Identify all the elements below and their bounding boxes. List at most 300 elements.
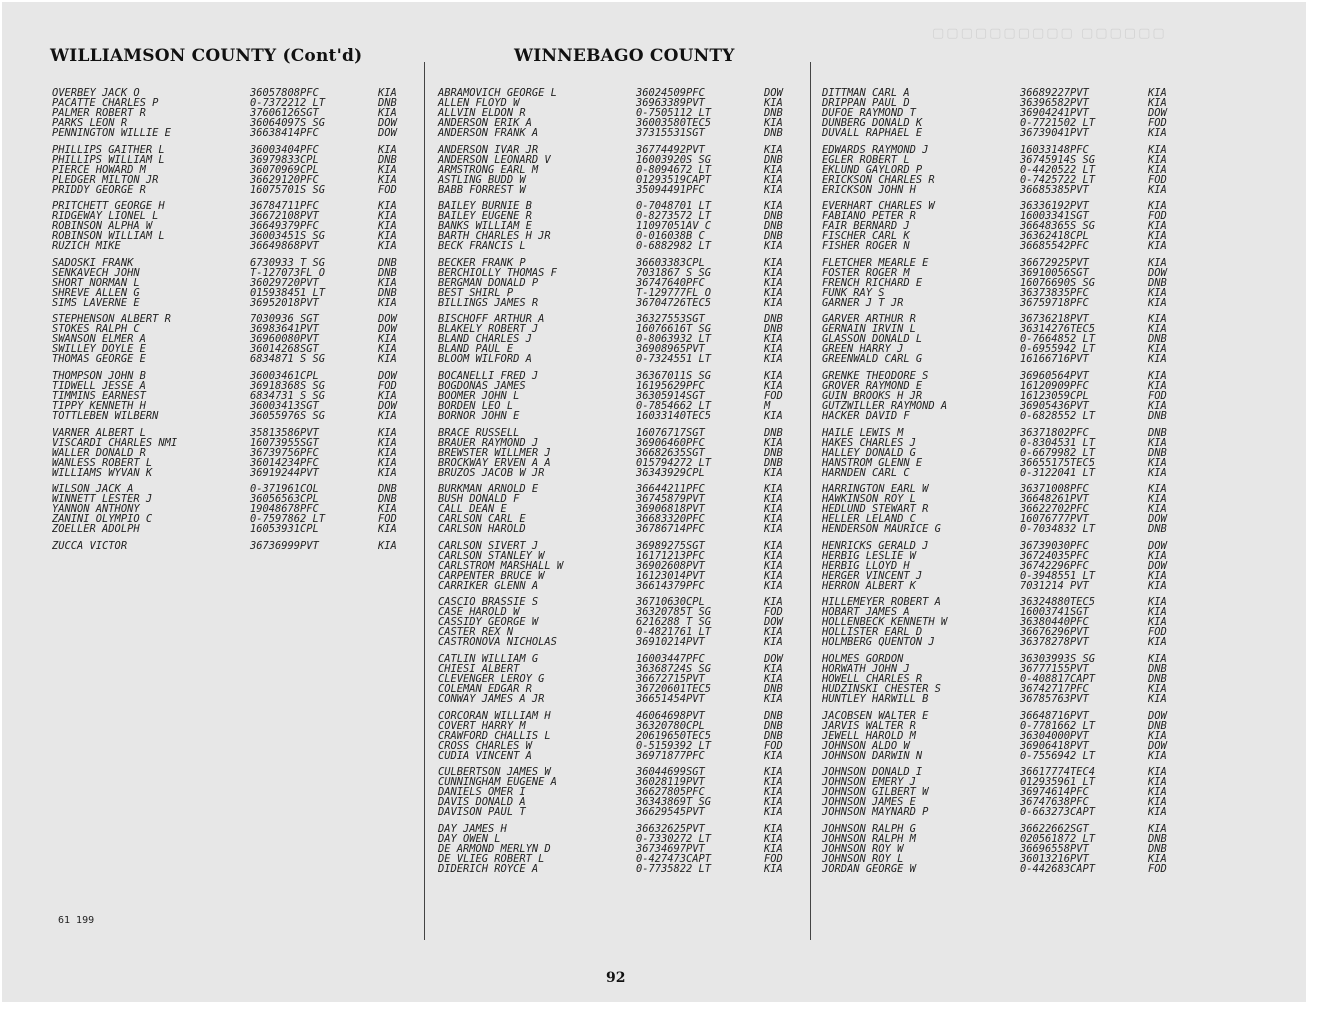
entry-status: KIA — [764, 636, 783, 649]
entry-rank: T SG — [686, 606, 712, 619]
entry-name: DE VLIEG ROBERT L — [438, 852, 545, 865]
entry-status: DNB — [764, 682, 783, 695]
entry-status: KIA — [1148, 579, 1167, 592]
entry-serial-number: 36777155 — [1020, 662, 1071, 675]
entry-name: SHREVE ALLEN G — [52, 286, 140, 299]
entry-serial-number: 0-312204 — [1020, 466, 1071, 479]
entry-status: DOW — [378, 117, 397, 129]
entry-rank: PVT — [1070, 852, 1089, 865]
entry-status: KIA — [1148, 379, 1167, 392]
entry-rank: FL O — [300, 266, 326, 279]
entry-serial-number: 0-742572 — [1020, 173, 1071, 186]
casualty-entry — [438, 468, 798, 478]
entry-name: BERCHIOLLY THOMAS F — [438, 266, 557, 279]
entry-rank: TEC5 — [686, 682, 712, 695]
entry-name: ERICKSON CHARLES R — [822, 173, 935, 186]
entry-status: KIA — [764, 796, 783, 809]
entry-status: DNB — [378, 153, 397, 166]
entry-name: CHIESI ALBERT — [438, 662, 520, 675]
entry-rank: PFC — [686, 183, 705, 196]
entry-status: KIA — [1148, 729, 1167, 742]
entry-rank: PVT — [300, 426, 319, 439]
entry-serial-number: 36368724 — [636, 662, 687, 675]
entry-name: ARMSTRONG EARL M — [438, 163, 539, 176]
casualty-entry — [822, 298, 1182, 308]
entry-serial-number: 36704726 — [636, 296, 687, 309]
entry-rank: B C — [686, 230, 705, 243]
entry-status: KIA — [378, 173, 397, 186]
entry-rank: PFC — [1070, 143, 1089, 156]
entry-name: WINNETT LESTER J — [52, 493, 153, 506]
entry-status: DNB — [1148, 832, 1167, 845]
entry-name: ROBINSON ALPHA W — [52, 220, 153, 233]
entry-name: GRENKE THEODORE S — [822, 369, 929, 382]
entry-name: CASTRONOVA NICHOLAS — [438, 636, 557, 649]
entry-serial-number: 36013216 — [1020, 852, 1071, 865]
casualty-entry — [52, 524, 412, 534]
entry-status: KIA — [378, 343, 397, 356]
entry-status: DNB — [764, 719, 783, 732]
entry-name: ZOELLER ADOLPH — [52, 523, 140, 536]
entry-status: KIA — [1148, 606, 1167, 619]
entry-name: PACATTE CHARLES P — [52, 97, 159, 109]
casualty-entry — [438, 637, 798, 647]
entry-status: KIA — [378, 389, 397, 402]
entry-rank: PFC — [686, 549, 705, 562]
entry-name: JOHNSON GILBERT W — [822, 786, 929, 799]
casualty-group — [438, 145, 798, 195]
entry-rank: PFC — [686, 652, 705, 665]
entry-serial-number: 36905436 — [1020, 399, 1071, 412]
entry-rank: 2 LT — [686, 399, 712, 412]
entry-serial-number: 36603383 — [636, 256, 687, 269]
entry-serial-number: 0-806393 — [636, 333, 687, 346]
entry-serial-number: 36906418 — [1020, 739, 1071, 752]
entry-rank: 1 LT — [1070, 776, 1096, 789]
entry-serial-number: 01293596 — [1020, 776, 1071, 789]
entry-name: ABRAMOVICH GEORGE L — [438, 87, 557, 99]
casualty-group — [52, 88, 412, 138]
entry-name: CARLSON STANLEY W — [438, 549, 545, 562]
entry-rank: CPL — [686, 596, 705, 609]
entry-status: DNB — [1148, 446, 1167, 459]
entry-serial-number: 0-766485 — [1020, 333, 1071, 346]
entry-status: DOW — [378, 369, 397, 382]
entry-rank: 2 LT — [1070, 173, 1096, 186]
entry-serial-number: 36044699 — [636, 766, 687, 779]
entry-status: KIA — [378, 107, 397, 119]
entry-status: DOW — [764, 616, 783, 629]
entry-rank: PVT — [686, 842, 705, 855]
entry-serial-number: 37315531 — [636, 127, 687, 139]
entry-rank: S SG — [1070, 153, 1096, 166]
casualty-group — [822, 428, 1182, 478]
entry-rank: T SG — [300, 256, 326, 269]
entry-status: KIA — [1148, 323, 1167, 336]
entry-status: KIA — [1148, 692, 1167, 705]
entry-status: KIA — [764, 436, 783, 449]
entry-serial-number: 16033140 — [636, 409, 687, 422]
entry-status: KIA — [764, 353, 783, 366]
entry-serial-number: 36904241 — [1020, 107, 1071, 119]
casualty-entry — [822, 411, 1182, 421]
entry-rank: PVT — [686, 776, 705, 789]
document-page — [2, 2, 1306, 1002]
entry-serial-number: 16076690 — [1020, 276, 1071, 289]
entry-name: DUFOE RAYMOND T — [822, 107, 916, 119]
entry-status: KIA — [1148, 313, 1167, 326]
entry-rank: PVT — [686, 503, 705, 516]
entry-status: DNB — [764, 729, 783, 742]
entry-name: BAILEY BURNIE B — [438, 200, 532, 213]
entry-status: FOD — [1148, 626, 1167, 639]
entry-serial-number: 0-442052 — [1020, 163, 1071, 176]
entry-rank: PFC — [686, 513, 705, 526]
entry-status: KIA — [764, 286, 783, 299]
entry-name: CUDIA VINCENT A — [438, 749, 532, 762]
entry-serial-number: 36003580 — [636, 117, 687, 129]
entry-status: KIA — [764, 409, 783, 422]
entry-status: KIA — [1148, 256, 1167, 269]
entry-name: ANDERSON IVAR JR — [438, 143, 539, 156]
entry-name: ANDERSON ERIK A — [438, 117, 532, 129]
entry-name: HALLEY DONALD G — [822, 446, 916, 459]
entry-rank: PFC — [1070, 379, 1089, 392]
entry-name: BRACE RUSSELL — [438, 426, 520, 439]
entry-status: KIA — [764, 163, 783, 176]
entry-serial-number: 36373835 — [1020, 286, 1071, 299]
entry-status: KIA — [1148, 399, 1167, 412]
entry-status: DOW — [378, 127, 397, 139]
entry-rank: PFC — [1070, 559, 1089, 572]
entry-rank: PVT — [300, 333, 319, 346]
entry-name: BLAND CHARLES J — [438, 333, 532, 346]
entry-status: KIA — [764, 579, 783, 592]
entry-name: WILSON JACK A — [52, 483, 134, 496]
entry-status: DOW — [1148, 513, 1167, 526]
casualty-entry — [438, 751, 798, 761]
entry-name: BISCHOFF ARTHUR A — [438, 313, 545, 326]
entry-status: KIA — [378, 523, 397, 536]
entry-status: KIA — [378, 466, 397, 479]
entry-name: JOHNSON ROY L — [822, 852, 904, 865]
entry-name: PALMER ROBERT R — [52, 107, 146, 119]
entry-name: YANNON ANTHONY — [52, 503, 140, 516]
entry-name: RUZICH MIKE — [52, 240, 121, 253]
entry-name: STEPHENSON ALBERT R — [52, 313, 171, 326]
entry-serial-number: 36682635 — [636, 446, 687, 459]
entry-rank: PVT — [300, 323, 319, 336]
entry-name: SHORT NORMAN L — [52, 276, 140, 289]
casualty-group — [52, 258, 412, 308]
entry-name: TIMMINS EARNEST — [52, 389, 146, 402]
entry-rank: S SG — [300, 230, 326, 243]
entry-status: KIA — [764, 766, 783, 779]
entry-name: JOHNSON ALDO W — [822, 739, 910, 752]
entry-name: PIERCE HOWARD M — [52, 163, 146, 176]
entry-name: FISCHER CARL K — [822, 230, 910, 243]
entry-serial-number: 16075701 — [250, 183, 301, 196]
entry-rank: PVT — [1070, 692, 1089, 705]
entry-serial-number: 0-515939 — [636, 739, 687, 752]
entry-rank: PVT — [1070, 200, 1089, 213]
entry-status: KIA — [1148, 652, 1167, 665]
entry-serial-number: 0-695594 — [1020, 343, 1071, 356]
entry-rank: PVT — [1070, 493, 1089, 506]
casualty-column-williamson — [52, 88, 412, 557]
entry-rank: PVT — [686, 692, 705, 705]
casualty-entry — [438, 128, 798, 138]
entry-rank: PVT — [1070, 626, 1089, 639]
entry-rank: S SG — [300, 353, 326, 366]
casualty-entry — [438, 694, 798, 704]
entry-status: KIA — [764, 503, 783, 516]
entry-serial-number: 36689227 — [1020, 87, 1071, 99]
entry-status: DOW — [1148, 266, 1167, 279]
entry-rank: PVT — [1070, 87, 1089, 99]
entry-name: WANLESS ROBERT L — [52, 456, 153, 469]
entry-rank: PVT — [1070, 513, 1089, 526]
entry-name: GARNER J T JR — [822, 296, 904, 309]
entry-serial-number: 36648716 — [1020, 709, 1071, 722]
entry-name: BECK FRANCIS L — [438, 240, 526, 253]
entry-name: TOTTLEBEN WILBERN — [52, 409, 159, 422]
entry-status: DOW — [764, 87, 783, 99]
entry-rank: PFC — [686, 786, 705, 799]
entry-name: HILLEMEYER ROBERT A — [822, 596, 941, 609]
entry-status: FOD — [1148, 173, 1167, 186]
entry-status: KIA — [378, 143, 397, 156]
entry-rank: PVT — [686, 822, 705, 835]
casualty-entry — [822, 637, 1182, 647]
entry-serial-number: 0-016038 — [636, 230, 687, 243]
entry-serial-number: 36736999 — [250, 539, 301, 552]
entry-serial-number: 0-830453 — [1020, 436, 1071, 449]
entry-serial-number: 36057808 — [250, 87, 301, 99]
entry-rank: S SG — [300, 183, 326, 196]
entry-status: M — [764, 399, 771, 412]
entry-serial-number: 36910056 — [1020, 266, 1071, 279]
entry-serial-number: 36785763 — [1020, 692, 1071, 705]
entry-status: DOW — [1148, 739, 1167, 752]
entry-status: KIA — [378, 210, 397, 223]
casualty-group — [438, 484, 798, 534]
entry-rank: CAPT — [1070, 862, 1096, 875]
entry-rank: PVT — [300, 466, 319, 479]
entry-name: BECKER FRANK P — [438, 256, 526, 269]
entry-status: KIA — [1148, 456, 1167, 469]
entry-status: DOW — [1148, 539, 1167, 552]
entry-name: JOHNSON DONALD I — [822, 766, 923, 779]
entry-serial-number: 16166716 — [1020, 353, 1071, 366]
entry-rank: PVT — [1070, 729, 1089, 742]
entry-rank: PFC — [686, 749, 705, 762]
entry-rank: PVT — [1070, 662, 1089, 675]
entry-status: DOW — [378, 399, 397, 412]
entry-rank: SGT — [686, 313, 705, 326]
entry-name: FISHER ROGER N — [822, 240, 910, 253]
entry-status: KIA — [764, 806, 783, 819]
entry-rank: 2 LT — [686, 240, 712, 253]
entry-status: DNB — [1148, 842, 1167, 855]
entry-status: KIA — [378, 426, 397, 439]
entry-serial-number: 36627805 — [636, 786, 687, 799]
entry-serial-number: 0-682855 — [1020, 409, 1071, 422]
entry-status: FOD — [1148, 210, 1167, 223]
entry-serial-number: 0-809467 — [636, 163, 687, 176]
entry-serial-number: 36064097 — [250, 117, 301, 129]
entry-status: KIA — [1148, 682, 1167, 695]
entry-serial-number: 16003447 — [636, 652, 687, 665]
entry-serial-number: T-127073 — [250, 266, 301, 279]
entry-serial-number: 0-688298 — [636, 240, 687, 253]
entry-name: GLASSON DONALD L — [822, 333, 923, 346]
entry-serial-number: 36371802 — [1020, 426, 1071, 439]
entry-status: KIA — [378, 240, 397, 253]
entry-serial-number: 36617774 — [1020, 766, 1071, 779]
entry-name: CASCIO BRASSIE S — [438, 596, 539, 609]
entry-rank: 2 LT — [1070, 409, 1096, 422]
entry-name: TIDWELL JESSE A — [52, 379, 146, 392]
entry-rank: 1 LT — [1070, 466, 1096, 479]
entry-status: FOD — [378, 513, 397, 526]
entry-name: CARPENTER BRUCE W — [438, 569, 545, 582]
entry-name: CATLIN WILLIAM G — [438, 652, 539, 665]
entry-serial-number: 0-732455 — [636, 353, 687, 366]
entry-rank: 2 LT — [300, 513, 326, 526]
casualty-entry — [52, 241, 412, 251]
entry-name: PRITCHETT GEORGE H — [52, 200, 165, 213]
entry-serial-number: 36747638 — [1020, 796, 1071, 809]
entry-status: KIA — [1148, 220, 1167, 233]
casualty-group — [52, 314, 412, 364]
entry-status: KIA — [1148, 369, 1167, 382]
entry-rank: PVT — [686, 559, 705, 572]
entry-rank: PVT — [686, 636, 705, 649]
entry-serial-number: 0-703483 — [1020, 523, 1071, 536]
entry-name: DE ARMOND MERLYN D — [438, 842, 551, 855]
entry-rank: S SG — [686, 153, 712, 166]
entry-rank: 1 LT — [686, 626, 712, 639]
entry-serial-number: 16003920 — [636, 153, 687, 166]
entry-rank: SGT — [686, 766, 705, 779]
entry-rank: 2 LT — [300, 97, 326, 109]
entry-name: HACKER DAVID F — [822, 409, 910, 422]
entry-serial-number: 36378278 — [1020, 636, 1071, 649]
entry-name: FUNK RAY S — [822, 286, 885, 299]
entry-status: DNB — [764, 127, 783, 139]
entry-status: DOW — [764, 652, 783, 665]
entry-rank: CAPT — [686, 852, 712, 865]
entry-serial-number: 36014268 — [250, 343, 301, 356]
entry-serial-number: 36320780 — [636, 719, 687, 732]
entry-rank: PFC — [686, 483, 705, 496]
entry-serial-number: 37606126 — [250, 107, 301, 119]
casualty-group — [438, 258, 798, 308]
entry-serial-number: 20619650 — [636, 729, 687, 742]
entry-rank: SGT — [1070, 822, 1089, 835]
entry-serial-number: 36622702 — [1020, 503, 1071, 516]
entry-name: EKLUND GAYLORD P — [822, 163, 923, 176]
entry-serial-number: 0-482176 — [636, 626, 687, 639]
entry-name: HERBIG LLOYD H — [822, 559, 910, 572]
entry-name: CONWAY JAMES A JR — [438, 692, 545, 705]
entry-rank: 2 LT — [1070, 719, 1096, 732]
entry-name: JOHNSON JAMES E — [822, 796, 916, 809]
entry-serial-number: 16003341 — [1020, 210, 1071, 223]
entry-serial-number: 0-427473 — [636, 852, 687, 865]
entry-serial-number: 36070969 — [250, 163, 301, 176]
entry-name: BROCKWAY ERVEN A A — [438, 456, 551, 469]
entry-rank: PVT — [686, 97, 705, 109]
entry-rank: PFC — [686, 379, 705, 392]
entry-serial-number: 36632625 — [636, 822, 687, 835]
entry-name: CLEVENGER LEROY G — [438, 672, 545, 685]
entry-serial-number: 16073955 — [250, 436, 301, 449]
entry-rank: 2 LT — [1070, 343, 1096, 356]
entry-name: PHILLIPS GAITHER L — [52, 143, 165, 156]
casualty-group — [438, 428, 798, 478]
entry-serial-number: 01293519 — [636, 173, 687, 186]
entry-name: BABB FORREST W — [438, 183, 526, 196]
entry-name: CROSS CHARLES W — [438, 739, 532, 752]
entry-rank: 2 LT — [1070, 163, 1096, 176]
entry-serial-number: 36696558 — [1020, 842, 1071, 855]
entry-name: ERICKSON JOHN H — [822, 183, 916, 196]
entry-status: DNB — [378, 97, 397, 109]
casualty-entry — [438, 411, 798, 421]
casualty-group — [822, 597, 1182, 647]
entry-status: KIA — [378, 276, 397, 289]
entry-name: HARNDEN CARL C — [822, 466, 910, 479]
entry-name: THOMPSON JOHN B — [52, 369, 146, 382]
entry-name: DUVALL RAPHAEL E — [822, 127, 923, 139]
entry-status: DNB — [1148, 523, 1167, 536]
entry-name: CASE HAROLD W — [438, 606, 520, 619]
entry-rank: CPL — [686, 256, 705, 269]
entry-status: KIA — [378, 456, 397, 469]
casualty-column-winnebago-2 — [822, 88, 1182, 880]
entry-serial-number: 36629120 — [250, 173, 301, 186]
entry-serial-number: 36745914 — [1020, 153, 1071, 166]
entry-name: GERNAIN IRVIN L — [822, 323, 916, 336]
entry-name: BEST SHIRL P — [438, 286, 514, 299]
header-williamson-county: WILLIAMSON COUNTY (Cont'd) — [50, 46, 363, 66]
entry-serial-number: 36960080 — [250, 333, 301, 346]
entry-rank: PFC — [300, 173, 319, 186]
entry-status: KIA — [764, 749, 783, 762]
entry-rank: 2 LT — [686, 456, 712, 469]
entry-status: FOD — [378, 379, 397, 392]
entry-rank: PFC — [686, 436, 705, 449]
entry-rank: TEC4 — [1070, 766, 1096, 779]
entry-rank: PFC — [1070, 796, 1089, 809]
entry-serial-number: 6730933 — [250, 256, 294, 269]
entry-name: VARNER ALBERT L — [52, 426, 146, 439]
casualty-entry — [438, 807, 798, 817]
entry-name: PENNINGTON WILLIE E — [52, 127, 171, 139]
entry-serial-number: 0-408817 — [1020, 672, 1071, 685]
entry-rank: T SG — [686, 796, 712, 809]
entry-serial-number: 0-737221 — [250, 97, 301, 109]
entry-status: KIA — [764, 276, 783, 289]
casualty-group — [438, 88, 798, 138]
entry-rank: PVT — [300, 276, 319, 289]
entry-name: BOOMER JOHN L — [438, 389, 520, 402]
entry-name: ASTLING BUDD W — [438, 173, 526, 186]
entry-name: BANKS WILLIAM E — [438, 220, 532, 233]
entry-rank: COL — [300, 483, 319, 496]
